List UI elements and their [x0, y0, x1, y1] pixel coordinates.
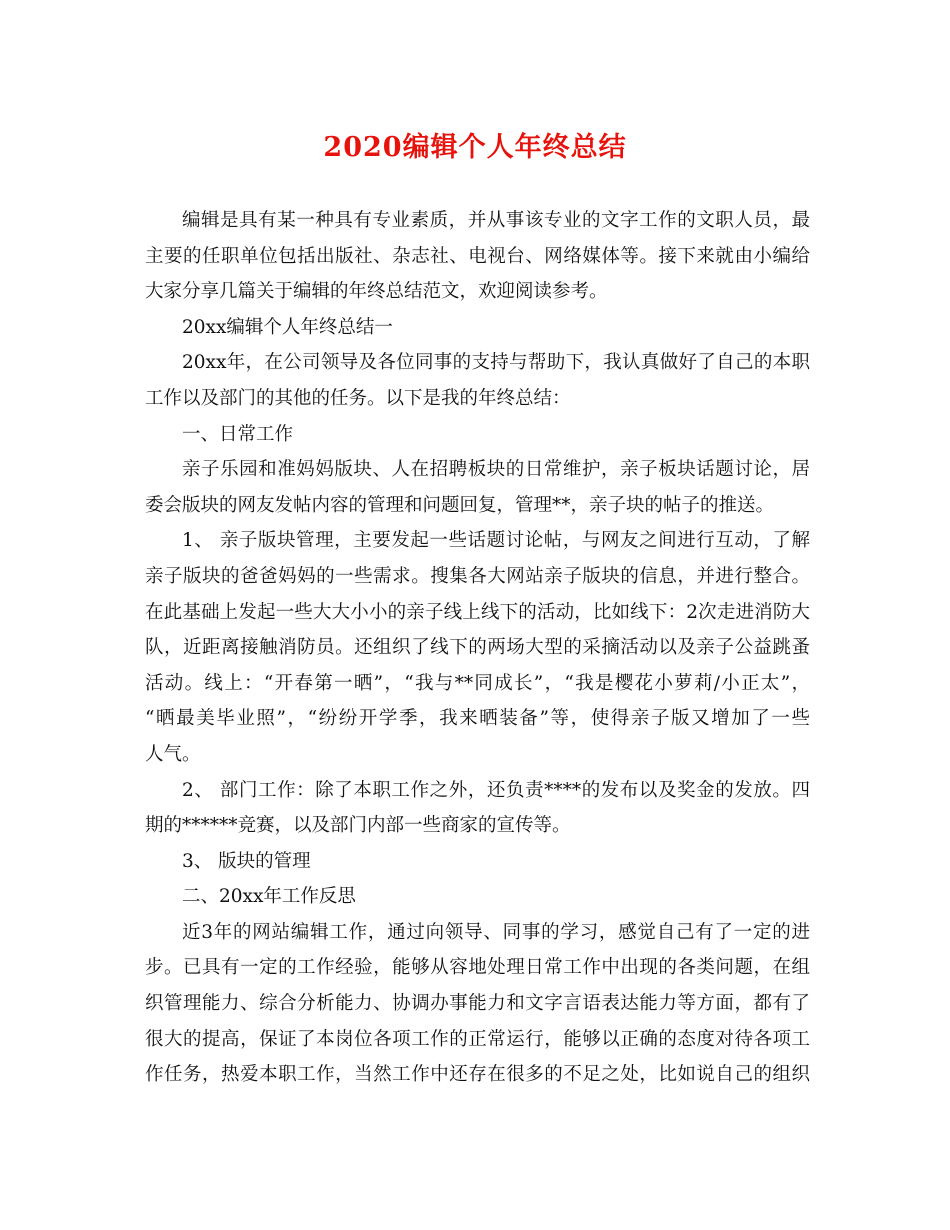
paragraph-line: 二、20xx年工作反思 [182, 886, 356, 908]
paragraph-line: 1、 亲子版块管理，主要发起一些话题讨论帖，与网友之间进行互动，了解 [182, 530, 810, 552]
paragraph-line: 人气。 [145, 743, 201, 765]
paragraph-line: 很大的提高，保证了本岗位各项工作的正常运行，能够以正确的态度对待各项工 [145, 1028, 810, 1050]
paragraph-line: 队，近距离接触消防员。还组织了线下的两场大型的采摘活动以及亲子公益跳蚤 [145, 637, 810, 659]
paragraph-line: 亲子乐园和准妈妈版块、人在招聘板块的日常维护，亲子板块话题讨论，居 [182, 459, 810, 481]
paragraph-line: 在此基础上发起一些大大小小的亲子线上线下的活动，比如线下：2次走进消防大 [145, 601, 810, 623]
document-body [145, 203, 810, 1093]
paragraph-line: 2、 部门工作：除了本职工作之外，还负责****的发布以及奖金的发放。四 [182, 779, 810, 801]
paragraph-line: 20xx编辑个人年终总结一 [182, 316, 393, 338]
document-title: 2020编辑个人年终总结 [323, 132, 627, 163]
paragraph-line: “晒最美毕业照”，“纷纷开学季，我来晒装备”等，使得亲子版又增加了一些 [145, 708, 810, 730]
paragraph-line: 委会版块的网友发帖内容的管理和问题回复，管理**，亲子块的帖子的推送。 [145, 494, 775, 516]
paragraph-line: 工作以及部门的其他的任务。以下是我的年终总结： [145, 387, 571, 409]
paragraph-line: 近3年的网站编辑工作，通过向领导、同事的学习，感觉自己有了一定的进 [182, 921, 810, 943]
paragraph-line: 3、 版块的管理 [182, 850, 311, 872]
paragraph-line: 20xx年，在公司领导及各位同事的支持与帮助下，我认真做好了自己的本职 [182, 352, 810, 374]
paragraph-line: 编辑是具有某一种具有专业素质，并从事该专业的文字工作的文职人员，最 [182, 210, 810, 231]
paragraph-line: 作任务，热爱本职工作，当然工作中还存在很多的不足之处，比如说自己的组织 [145, 1064, 810, 1086]
paragraph-line: 一、日常工作 [182, 423, 294, 445]
paragraph-line: 织管理能力、综合分析能力、协调办事能力和文字言语表达能力等方面，都有了 [145, 993, 810, 1015]
paragraph-line: 大家分享几篇关于编辑的年终总结范文，欢迎阅读参考。 [145, 281, 608, 303]
paragraph-line: 主要的任职单位包括出版社、杂志社、电视台、网络媒体等。接下来就由小编给 [145, 245, 810, 267]
paragraph-line: 期的******竞赛，以及部门内部一些商家的宣传等。 [145, 815, 571, 837]
paragraph-line: 活动。线上：“开春第一晒”，“我与**同成长”，“我是樱花小萝莉/小正太”， [145, 672, 810, 694]
paragraph-line: 步。已具有一定的工作经验，能够从容地处理日常工作中出现的各类问题，在组 [145, 957, 810, 979]
paragraph-line: 亲子版块的爸爸妈妈的一些需求。搜集各大网站亲子版块的信息，并进行整合。 [145, 565, 810, 587]
